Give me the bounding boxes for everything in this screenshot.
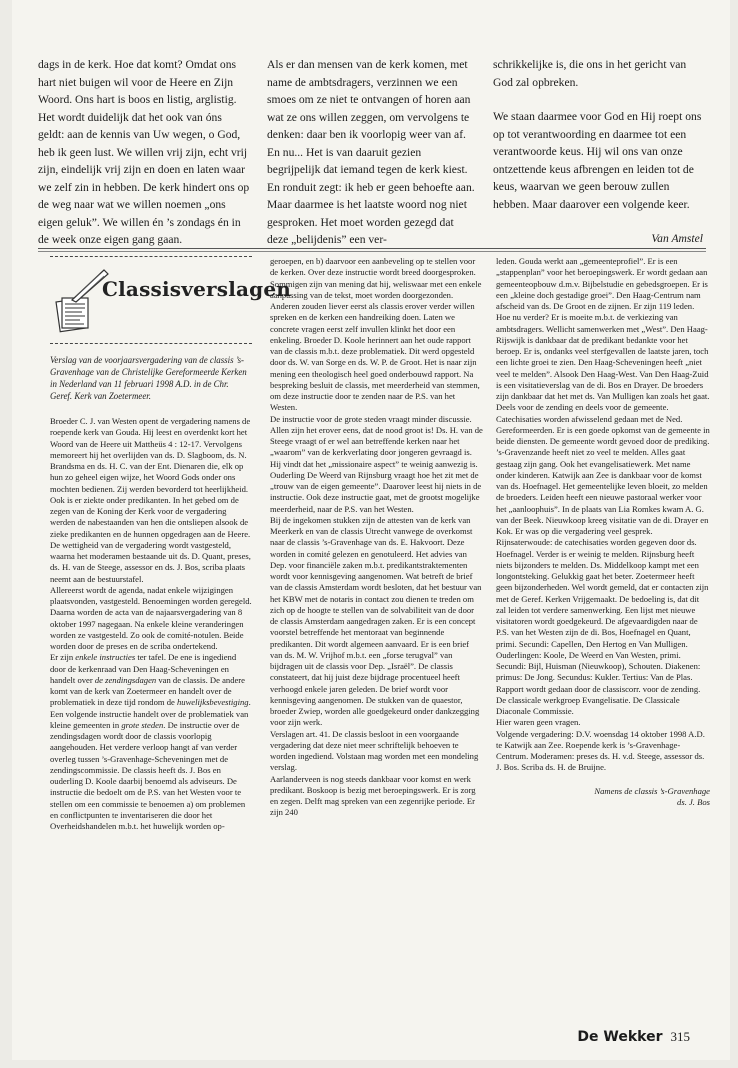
paragraph: geroepen, en b) daarvoor een aanbeveling op te stellen voor de kerken. Over deze instructie wordt breed doorgesproken. Sommigen zijn van mening dat hij, weliswaar met een enkele aanpassing van de tekst, moet worden doorgezonden. Anderen zouden liever eerst als classis erover verder willen spreken en de kerken een handreiking doen. Laten we concrete vragen eerst zelf invullen klinkt het door een enkeling. Broeder D. Koole herinnert aan het oude rapport van de classis m.b.t. deze problematiek. Dit werd opgesteld door ds. W. van Sorge en ds. W. P. de Groot. Het is naar zijn mening een theologisch heel goed onderbouwd rapport. Na bespreking besluit de classis, met meerderheid van stemmen, om deze instructie door te zenden naar de P.S. van het Westen.	[270, 256, 482, 413]
paragraph: dags in de kerk. Hoe dat komt? Omdat ons hart niet buigen wil voor de Heere en Zijn Woord. Ons hart is boos en listig, arglistig. Het wordt duidelijk dat het ook van óns geldt: aan de kennis van Uw wegen, o God, heb ik geen lust. We willen vrij zijn, echt vrij zijn, eindelijk vrij zijn en doen en laten waar we zelf zin in hebben. De kerk hindert ons op de weg naar wat we willen noemen „ons eigen geluk”. We willen én ’s zondags én in de week onze eigen gang gaan.	[38, 58, 250, 246]
paragraph: Er zijn enkele instructies ter tafel. De ene is ingediend door de kerkenraad van Den Haag-Scheveningen en handelt over de zendingsdagen van de classis. De andere komt van de kerk van Zoetermeer en handelt over de problematiek in deze tijd rondom de huwelijksbevestiging. Een volgende instructie handelt over de problematiek van kleine gemeenten in grote steden. De instructie over de zendingsdagen wordt door de classis voorlopig aangehouden. Het verdere verloop hangt af van verder overleg tussen ’s-Gravenhage-Scheveningen met de zendingscommissie. De classis heeft ds. J. Bos en ouderling D. Koole daarbij benoemd als adviseurs. De instructie die bedoelt om de P.S. van het Westen voor te stellen om een commissie te benoemen a) om problemen en conflictpunten te inventariseren die door het Overheidshandelen m.b.t. het huwelijk worden op-	[50, 652, 251, 831]
paragraph: Verslagen art. 41. De classis besloot in een voorgaande vergadering dat deze niet meer schriftelijk behoeven te worden ingediend. Volstaan mag worden met een mondeling verslag.	[270, 728, 479, 773]
report-column-2	[270, 256, 483, 819]
paragraph: Aarlanderveen is nog steeds dankbaar voor komst en werk predikant. Boskoop is bezig met beroepingswerk. Er is zorg en zegen. Delft mag spreken van een zegenrijke periode. Er zijn 240	[270, 773, 476, 818]
author-signature: Van Amstel	[651, 232, 703, 245]
paragraph: leden. Gouda werkt aan „gemeenteprofiel”. Er is een „stappenplan” voor het beroepingswerk. Er wordt gedaan aan gemeenteopbouw d.m.v. Bijbelstudie en gebedsgroepen. Er is een „kleine doch gestadige groei”. Den Haag-Centrum nam afscheid van ds. De Groot en de zijnen. Er zijn 119 leden. Hoe nu verder? Er is moeite m.b.t. de verkiezing van ambtsdragers. Wellicht samenwerken met „West”. Den Haag-Rijswijk is dankbaar dat de predikant bedankte voor het beroep. Er is, ondanks veel sterfgevallen de laatste jaren, toch een lichte groei te zien. Den Haag-Scheveningen heeft „niet veel te melden”. Alsook Den Haag-West. Van Den Haag-Zuid is een visitatieverslag van de di. Bos en Drayer. De broeders zijn dankbaar dat het met ds. Van Mulligen kan zoals het gaat. Deels voor de zending en deels voor de gemeente. Catechisaties worden afwisselend gedaan met de Ned. Gereformeerden. Er is een goede opkomst van de gemeente in beide diensten. De gemeente wordt gevoed door de prediking. ’s-Gravenzande heeft niet zo veel te melden. Alles gaat gestaag zijn gang. Ook het evangelisatiewerk. Met name onder kinderen. Katwijk aan Zee is dankbaar voor de komst van ds. Hoefnagel. Het gemeentelijke leven bloeit, zo melden de broeders. Leiden heeft een nieuwe pastoraal werker voor het „aanloophuis”. In de plaats van Lia Romkes kwam A. G. van der Beek. Nieuwkoop kreeg visitatie van de di. Drayer en Kok. Er was op die vergadering veel gesprek. Rijnsaterwoude: de catechisaties worden gegeven door ds. Hoefnagel. Verder is er weinig te melden. Rijnsburg heeft niets bijzonders te melden. Ds. Middelkoop kampt met een longontsteking. Gelukkig gaat het beter. Zoetermeer heeft geen bijzonderheden. Wel wordt gemeld, dat er contacten zijn met de Geref. Kerken Vrijgemaakt. De bedoeling is, dat dit zal leiden tot verdere samenwerking. Een lijst met nieuwe visitatoren wordt goedgekeurd. De afgevaardigden naar de P.S. van het Westen zijn de di. Bos, Hoefnagel en Quant, primi. Secundi: Capellen, Den Hertog en Van Mulligen. Ouderlingen: Koole, De Weerd en Van Westen, primi. Secundi: Bijl, Huisman (Nieuwkoop), Schouten. Diakenen: primus: De Jong. Secundus: Kukler. Tertius: Van de Plas. Rapport wordt gedaan door de classiscorr. voor de zending. De classicale werkgroep Evangelisatie. De Classicale Diaconale Commissie.	[496, 256, 710, 716]
section-divider-thin	[38, 251, 706, 252]
paragraph: De instructie voor de grote steden vraagt minder discussie. Allen zijn het erover eens, dat de nood groot is! Ds. H. van de Steege vraagt of er wel aan betreffende kerken naar het „waarom” van de kerkverlating door jongeren gevraagd is. Hij vindt dat het „missionaire aspect” te weinig aanwezig is. Ouderling De Weerd van Rijnsburg vraagt hoe het zit met de „trouw van de eigen gemeente”. Daarover leest hij niets in de instructie. Ook deze instructie gaat, met de grootst mogelijke meerderheid, naar de P.S. van het Westen.	[270, 413, 483, 514]
section-title: Classisverslagen	[102, 277, 292, 301]
paragraph: schrikkelijke is, die ons in het gericht van God zal opbreken.	[493, 58, 687, 89]
report-intro: Verslag van de voorjaarsvergadering van de classis ’s-Gravenhage van de Christelijke Gereformeerde Kerken in Nederland van 11 februari 1998 A.D. in de Chr. Geref. Kerk van Zoetermeer.	[50, 355, 247, 401]
magazine-page	[12, 0, 730, 1060]
top-column-3	[493, 56, 703, 265]
paragraph: Volgende vergadering: D.V. woensdag 14 oktober 1998 A.D. te Katwijk aan Zee. Roepende kerk is ’s-Gravenhage-Centrum. Moderamen: preses ds. H. v.d. Steege, assessor ds. J. Bos. Scriba ds. H. de Bruijne.	[496, 728, 705, 773]
paragraph: Hier waren geen vragen.	[496, 717, 581, 728]
logo-top-rule	[50, 256, 252, 257]
paragraph: We staan daarmee voor God en Hij roept ons op tot verantwoording en daarmee tot een verantwoorde keus. Hij wil ons van onze ontzettende keus afbrengen en leiden tot de keus, waarvan we geen berouw zullen hebben. Maar daarover een volgende keer.	[493, 110, 702, 211]
paragraph: Bij de ingekomen stukken zijn de attesten van de kerk van Meerkerk en van de classis Utrecht vanwege de overkomst naar de classis ’s-Gravenhage van ds. E. Hakvoort. Deze worden in comité gelezen en genotuleerd. Het advies van Dep. voor financiële zaken m.b.t. predikantstraktementen wordt voor kennisgeving aangenomen. Wat betreft de brief van de classis Amsterdam wordt besloten, dat het bestuur van het KBW met de notaris in contact zou dienen te treden om zich op de hoogte te stellen van de solvabiliteit van de door de classis Amsterdam aangedragen zaken. Er is een concept voorstel betreffende het mentoraat van beginnende predikanten. Dit wordt algemeen aanvaard. Er is een brief van ds. M. W. Vrijhof m.b.t. een „forse terugval” van bijdragen uit de classis voor Dep. „Israël”. De classis constateert, dat hij juist deze bijdrage procentueel heeft verhoogd enkele jaren geleden. De brief wordt voor kennisgeving aangenomen. De stukken van de quaestor, broeder Zwiep, worden alle goedgekeurd onder dankzegging voor zijn werk.	[270, 514, 482, 728]
magazine-name: De Wekker	[577, 1029, 663, 1045]
paragraph: Als er dan mensen van de kerk komen, met name de ambtsdragers, verzinnen we een smoes om ze niet te ontvangen of horen aan wat ze ons willen zeggen, om vervolgens te denken: daar ben ik voorlopig weer van af. En nu... Het is van daaruit gezien begrijpelijk dat iemand tegen de kerk kiest. En ronduit zegt: ik heb er geen behoefte aan. Maar daarmee is het laatste woord nog niet gesproken. Het moet worden gezegd dat deze „belijdenis” een ver-	[267, 58, 475, 246]
top-column-1	[38, 56, 250, 266]
logo-bottom-rule	[50, 343, 252, 344]
top-column-2	[267, 56, 477, 266]
section-divider	[38, 248, 706, 249]
paragraph: Broeder C. J. van Westen opent de vergadering namens de roepende kerk van Gouda. Hij leest en overdenkt kort het Woord van de Heere uit Mattheüs 4 : 12-17. Vervolgens memoreert hij het overlijden van ds. D. Slagboom, ds. N. Brandsma en ds. H. C. van der Ent. Dienaren die, elk op hun zo geheel eigen wijze, het Woord Gods onder ons mochten bedienen. Zij werden bevorderd tot heerlijkheid. Ook is er ziekte onder predikanten. In het gebed om de zegen van de Koning der Kerk voor de vergadering werden de nabestaanden van hen die ontsliepen alsook de zieke predikanten en de hunnen opgedragen aan de Heere.	[50, 416, 251, 539]
paragraph: Allereerst wordt de agenda, nadat enkele wijzigingen plaatsvonden, vastgesteld. Benoemingen worden geregeld. Daarna worden de acta van de najaarsvergadering van 8 oktober 1997 nagegaan. Na enkele kleine veranderingen worden ze vastgesteld. Zo ook de comité-notulen. Beide worden door de preses en de scriba ondertekend.	[50, 584, 252, 651]
report-signature: Namens de classis ’s-Gravenhage ds. J. Bos	[594, 785, 710, 807]
section-logo	[50, 256, 292, 344]
report-column-3	[496, 256, 710, 808]
report-column-1	[50, 256, 292, 832]
paragraph: De wettigheid van de vergadering wordt vastgesteld, waarna het moderamen bestaande uit ds. D. Quant, preses, ds. H. van de Steege, assessor en ds. J. Bos, scriba plaats neemt aan de bestuurstafel.	[50, 539, 251, 584]
page-footer	[577, 1029, 690, 1045]
article-continuation	[38, 56, 706, 246]
page-number: 315	[670, 1029, 690, 1044]
